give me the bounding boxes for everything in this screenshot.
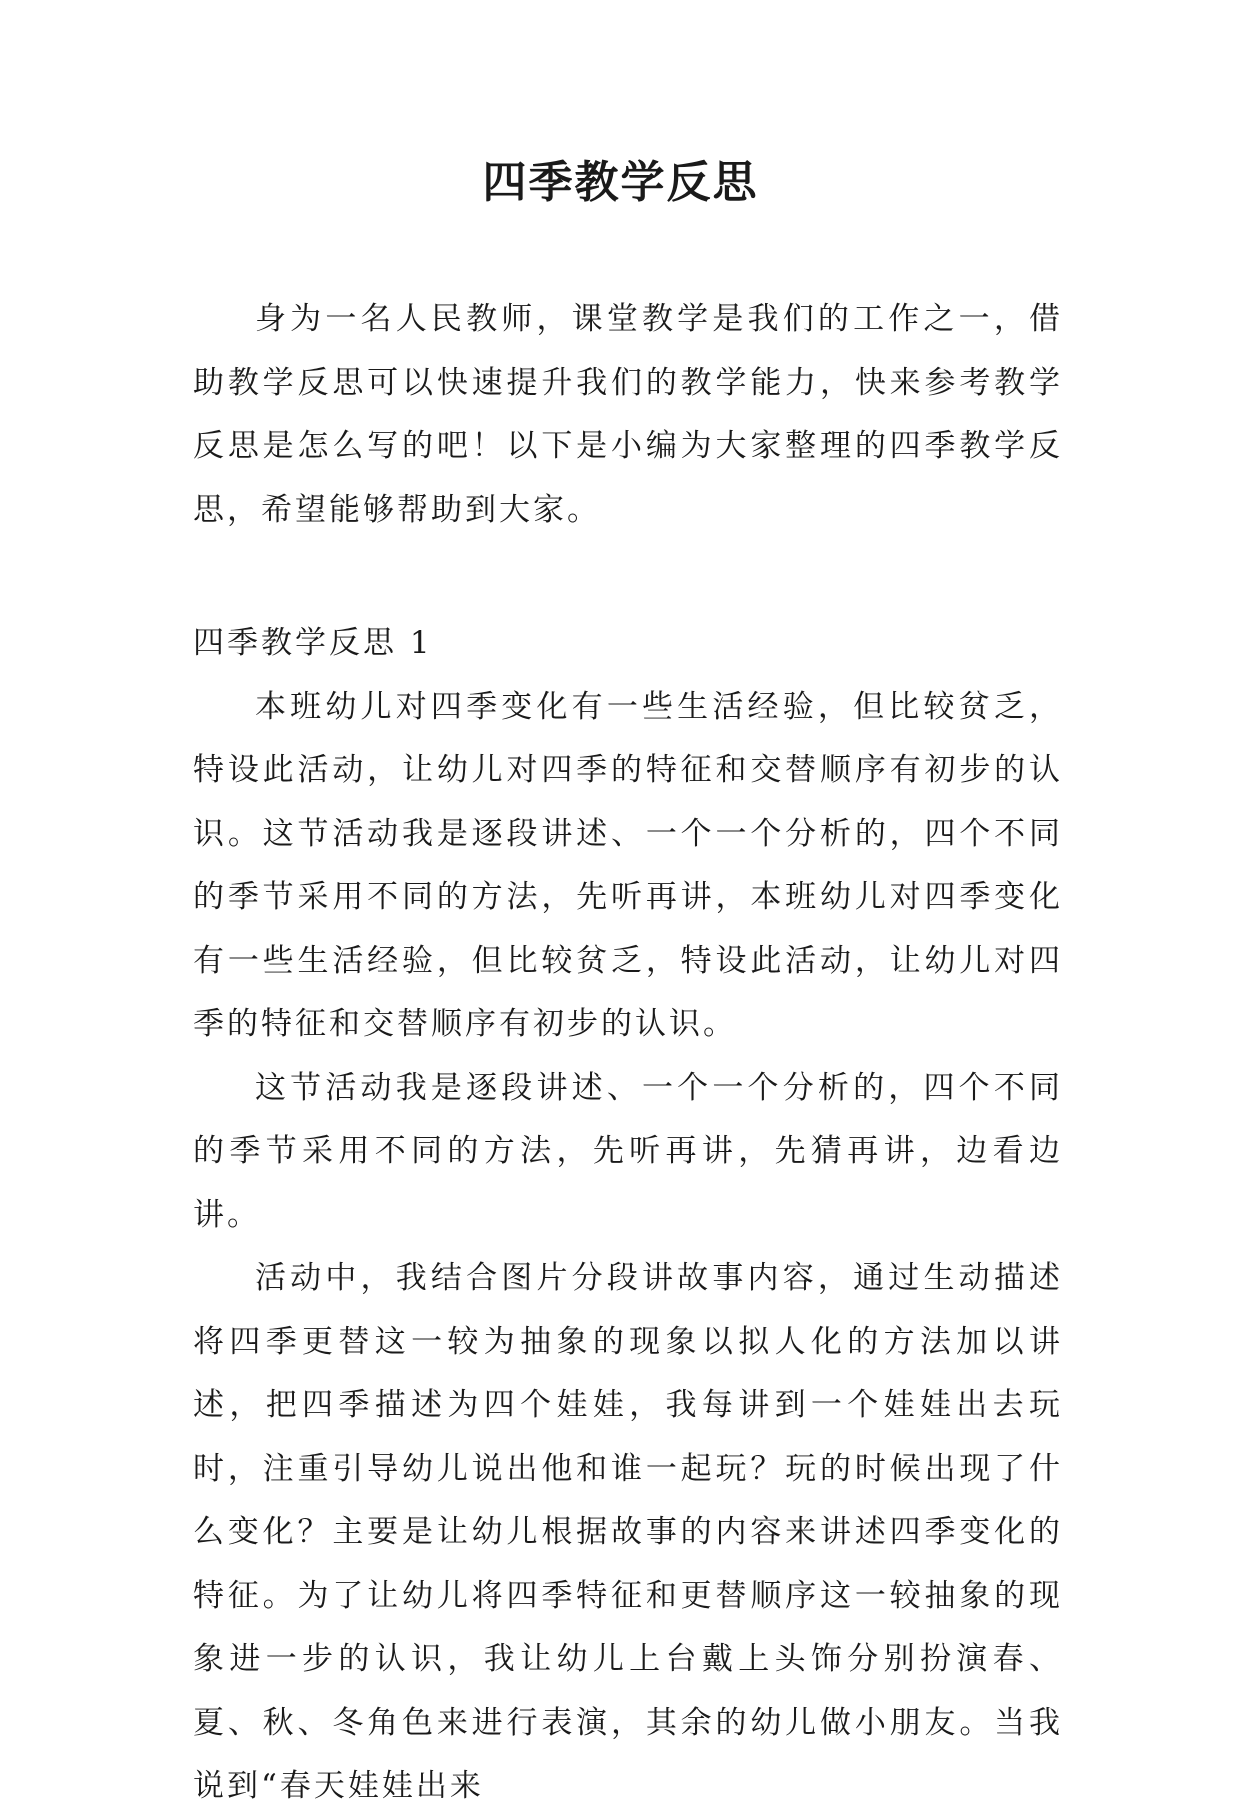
- document-body: [193, 288, 1063, 1819]
- body-paragraph-1: 本班幼儿对四季变化有一些生活经验，但比较贫乏，特设此活动，让幼儿对四季的特征和交替顺序有初步的认识。这节活动我是逐段讲述、一个一个分析的，四个不同的季节采用不同的方法，先听再讲，本班幼儿对四季变化有一些生活经验，但比较贫乏，特设此活动，让幼儿对四季的特征和交替顺序有初步的认识。: [193, 688, 1063, 1042]
- intro-paragraph: 身为一名人民教师，课堂教学是我们的工作之一，借助教学反思可以快速提升我们的教学能力，快来参考教学反思是怎么写的吧！以下是小编为大家整理的四季教学反思，希望能够帮助到大家。: [193, 301, 1063, 528]
- page-title: 四季教学反思: [482, 157, 759, 208]
- body-paragraph-3: 活动中，我结合图片分段讲故事内容，通过生动描述将四季更替这一较为抽象的现象以拟人化的方法加以讲述，把四季描述为四个娃娃，我每讲到一个娃娃出去玩时，注重引导幼儿说出他和谁一起玩？玩的时候出现了什么变化？主要是让幼儿根据故事的内容来讲述四季变化的特征。为了让幼儿将四季特征和更替顺序这一较抽象的现象进一步的认识，我让幼儿上台戴上头饰分别扮演春、夏、秋、冬角色来进行表演，其余的幼儿做小朋友。当我说到“春天娃娃出来: [193, 1260, 1063, 1804]
- body-paragraph-2: 这节活动我是逐段讲述、一个一个分析的，四个不同的季节采用不同的方法，先听再讲，先猜再讲，边看边讲。: [193, 1069, 1063, 1233]
- section-heading: 四季教学反思 1: [193, 625, 433, 661]
